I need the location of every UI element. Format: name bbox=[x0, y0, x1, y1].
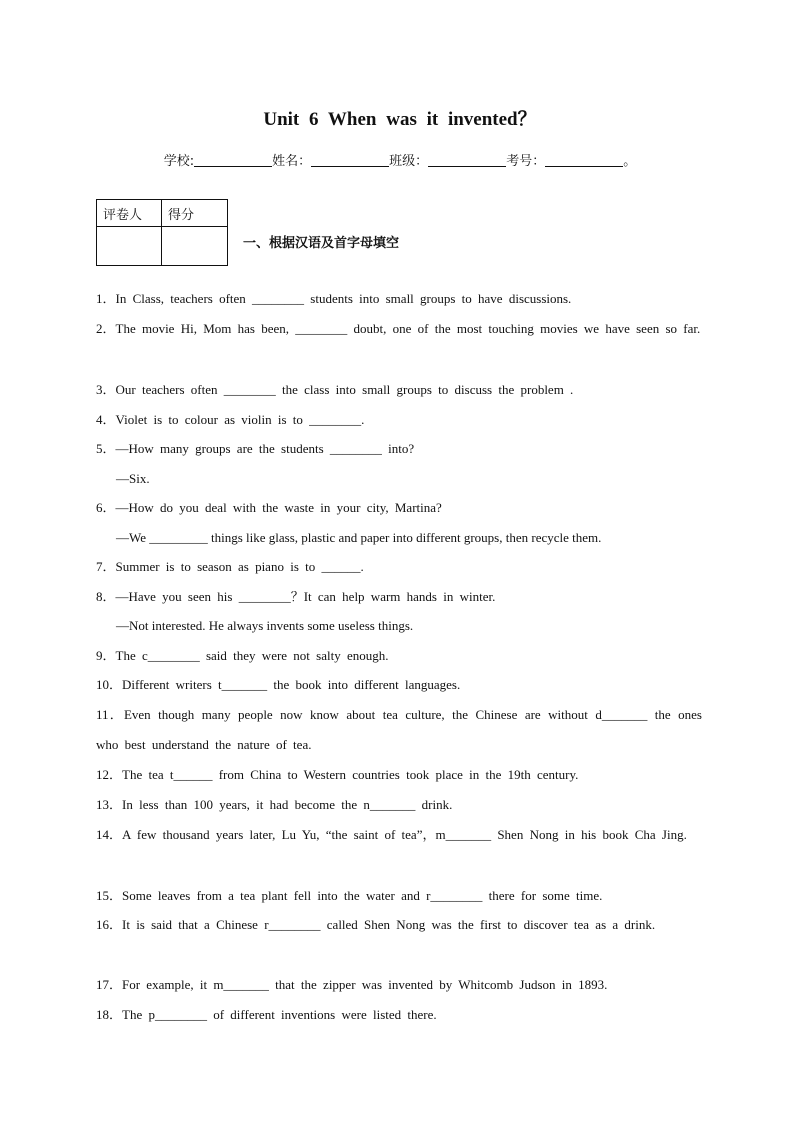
question-7: 7．Summer is to season as piano is to ______. bbox=[96, 559, 364, 574]
question-6-answer-line: —We _________ things like glass, plastic and paper into different groups, then recycle them. bbox=[116, 530, 602, 545]
question-3: 3．Our teachers often ________ the class into small groups to discuss the problem . bbox=[96, 382, 574, 397]
grader-cell[interactable] bbox=[97, 227, 162, 266]
class-blank[interactable] bbox=[428, 153, 506, 167]
score-header: 得分 bbox=[162, 200, 228, 227]
question-2: 2．The movie Hi, Mom has been, ________ doubt, one of the most touching movies we have seen so far. bbox=[96, 321, 701, 336]
question-15: 15．Some leaves from a tea plant fell into the water and r________ there for some time. bbox=[96, 888, 603, 903]
school-blank[interactable] bbox=[194, 153, 272, 167]
grader-header: 评卷人 bbox=[97, 200, 162, 227]
question-9: 9．The c________ said they were not salty enough. bbox=[96, 648, 389, 663]
school-label: 学校: bbox=[163, 154, 195, 169]
question-4: 4．Violet is to colour as violin is to ________. bbox=[96, 412, 365, 427]
question-8: 8．—Have you seen his ________？It can help warm hands in winter. bbox=[96, 589, 496, 604]
name-blank[interactable] bbox=[311, 153, 389, 167]
exam-no-blank[interactable] bbox=[545, 153, 623, 167]
question-10: 10．Different writers t_______ the book into different languages. bbox=[96, 677, 461, 692]
question-12: 12．The tea t______ from China to Western countries took place in the 19th century. bbox=[96, 767, 579, 782]
info-end-mark: 。 bbox=[623, 154, 637, 169]
question-14: 14．A few thousand years later, Lu Yu, “the saint of tea”，m_______ Shen Nong in his book Cha Jing. bbox=[96, 827, 687, 842]
score-table bbox=[96, 199, 228, 266]
section-title: 一、根据汉语及首字母填空 bbox=[243, 236, 400, 251]
page-title: Unit 6 When was it invented？ bbox=[263, 109, 537, 130]
score-cell[interactable] bbox=[162, 227, 228, 266]
question-6: 6．—How do you deal with the waste in your city, Martina? bbox=[96, 500, 442, 515]
question-5: 5．—How many groups are the students ________ into? bbox=[96, 441, 415, 456]
question-17: 17．For example, it m_______ that the zipper was invented by Whitcomb Judson in 1893. bbox=[96, 977, 608, 992]
question-5-answer-line: —Six. bbox=[116, 471, 150, 486]
name-label: 姓名： bbox=[272, 154, 312, 169]
exam-no-label: 考号： bbox=[506, 154, 546, 169]
question-18: 18．The p________ of different inventions were listed there. bbox=[96, 1007, 437, 1022]
class-label: 班级： bbox=[389, 154, 429, 169]
question-13: 13．In less than 100 years, it had become the n_______ drink. bbox=[96, 797, 453, 812]
question-11: 11．Even though many people now know about tea culture, the Chinese are without d_______ the ones who best understand the nature of tea. bbox=[96, 707, 702, 752]
question-8-answer-line: —Not interested. He always invents some useless things. bbox=[116, 618, 414, 633]
question-1: 1．In Class, teachers often ________ students into small groups to have discussions. bbox=[96, 291, 572, 306]
student-info-line bbox=[0, 150, 800, 169]
question-16: 16．It is said that a Chinese r________ called Shen Nong was the first to discover tea as a drink. bbox=[96, 917, 656, 932]
